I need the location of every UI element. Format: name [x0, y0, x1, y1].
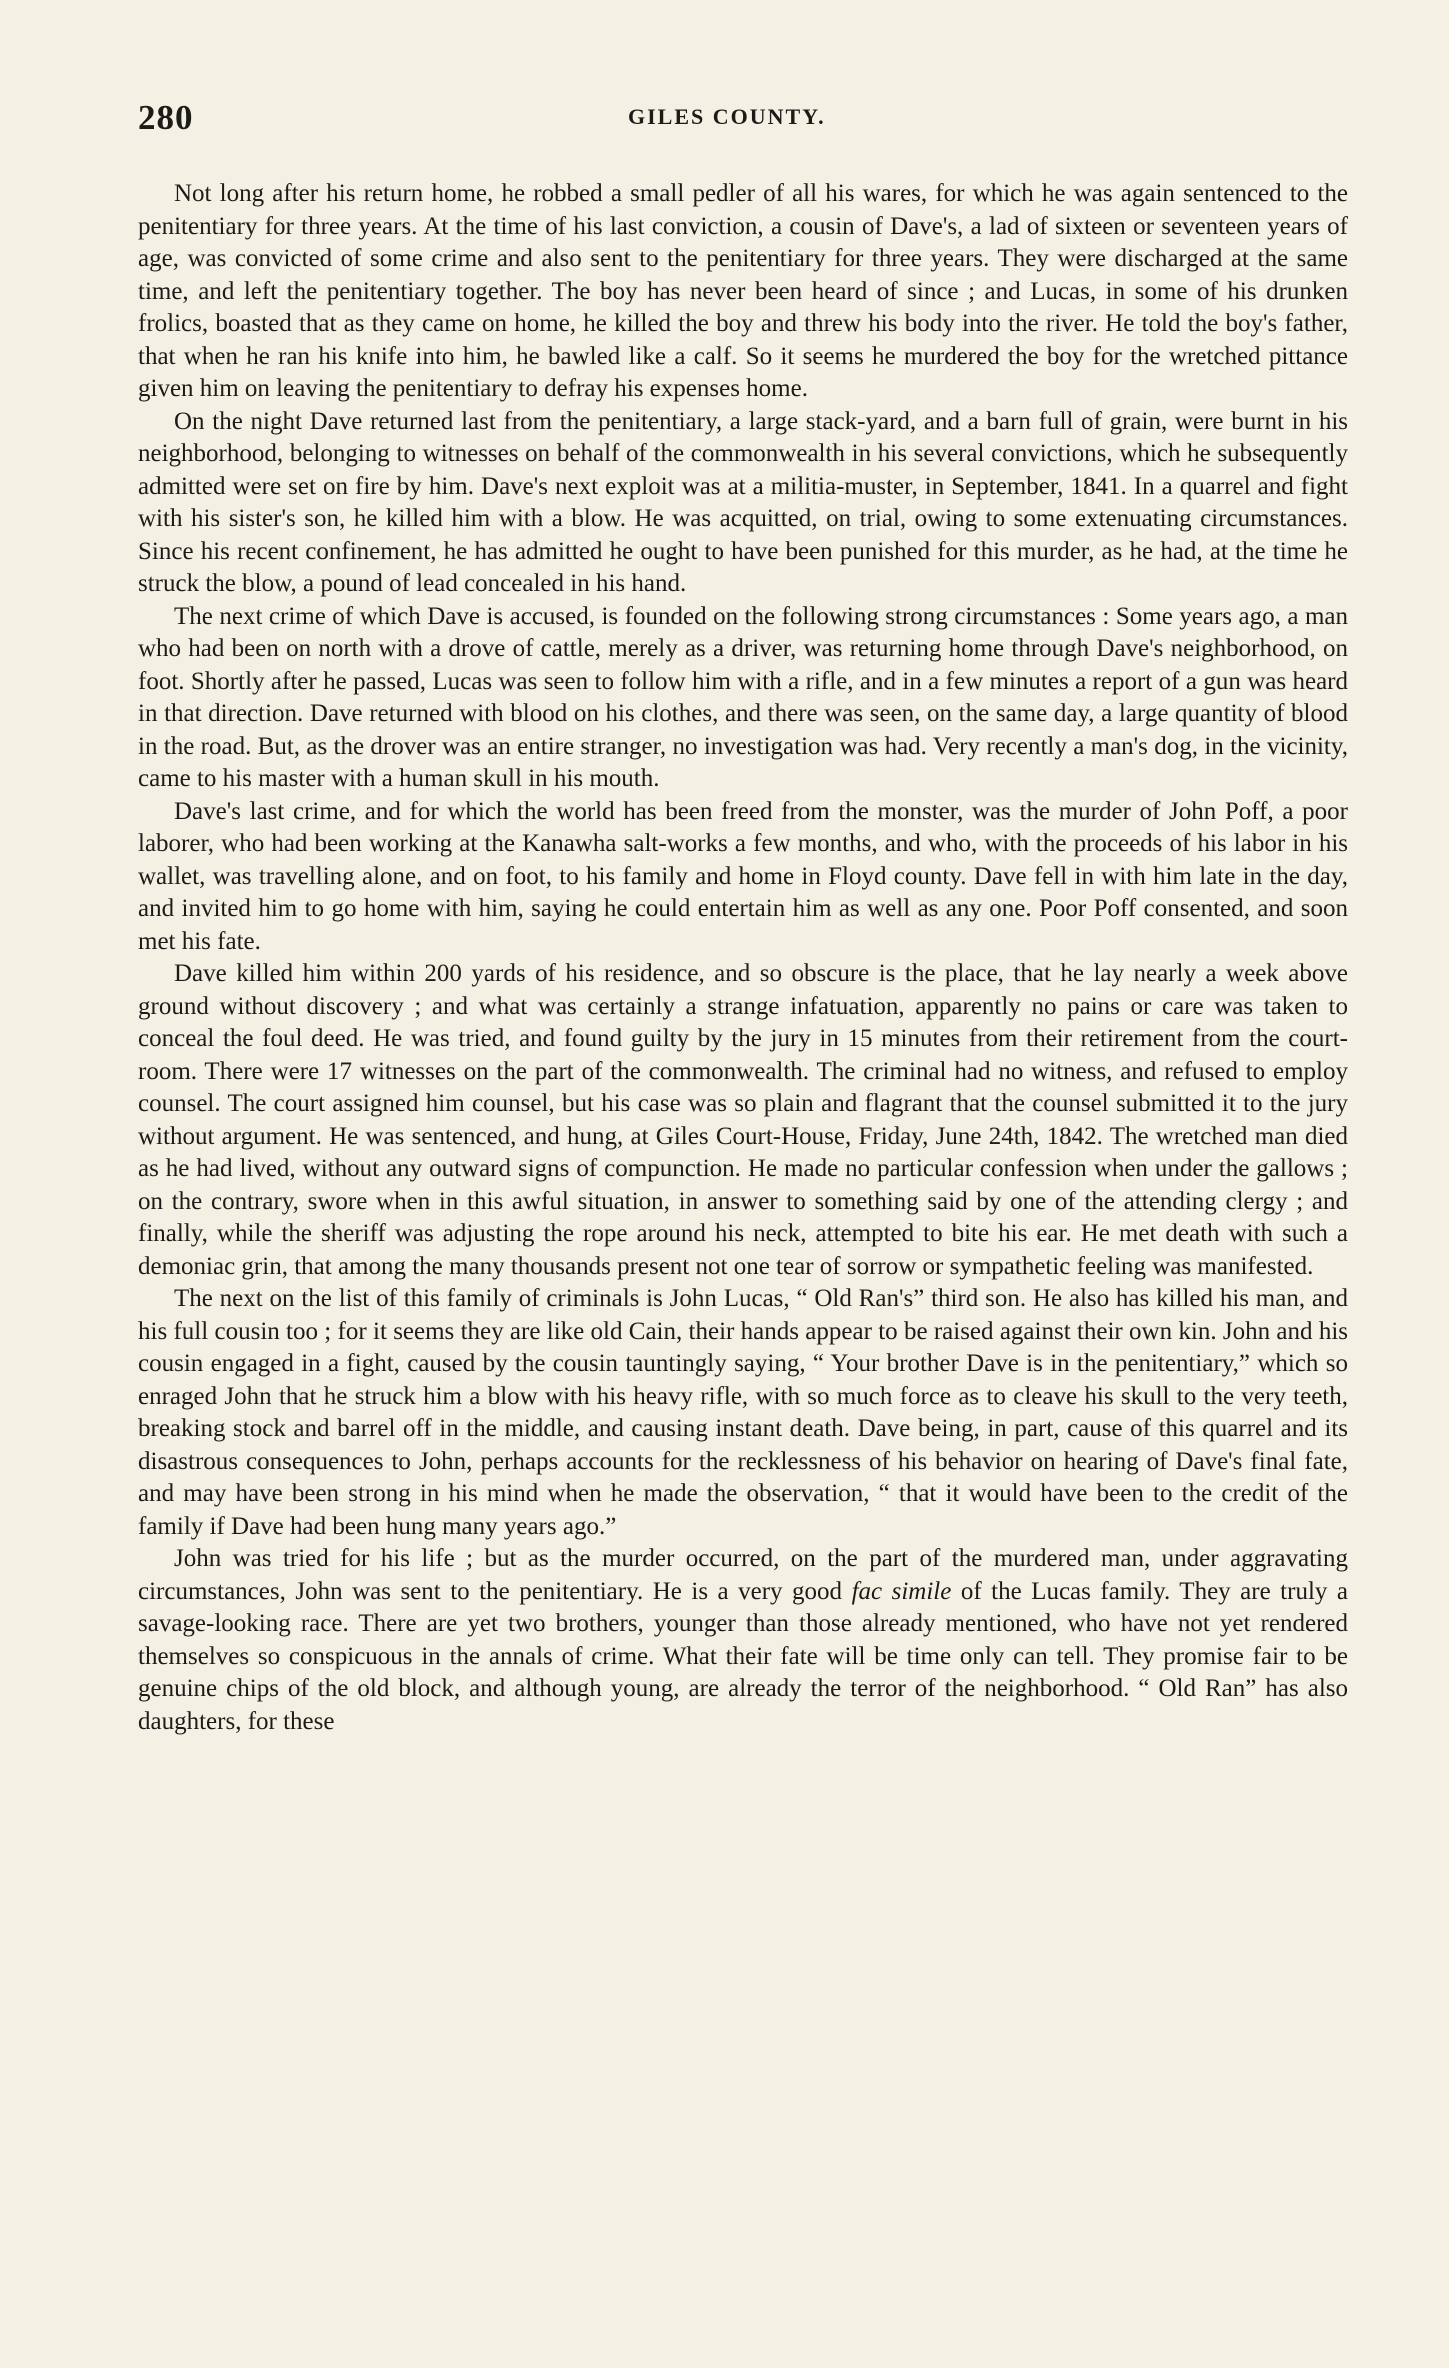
- paragraph: [138, 1543, 1348, 1738]
- paragraph-text: of the Lucas family. They are truly a savage-looking race. There are yet two brothers, younger than those already mentioned, who have not yet rendered themselves so conspicuous in the annals of crime. What their fate will be time only can tell. They promise fair to be genuine chips of the old block, and although young, are already the terror of the neighborhood. “ Old Ran” has also daughters, for these: [138, 1577, 1348, 1735]
- running-title: GILES COUNTY.: [628, 104, 826, 129]
- page-number: 280: [138, 98, 194, 137]
- paragraph: Dave's last crime, and for which the world has been freed from the monster, was the murder of John Poff, a poor laborer, who had been working at the Kanawha salt-works a few months, and who, with the proceeds of his labor in his wallet, was travelling alone, and on foot, to his family and home in Floyd county. Dave fell in with him late in the day, and invited him to go home with him, saying he could entertain him as well as any one. Poor Poff consented, and soon met his fate.: [138, 797, 1348, 955]
- paragraph: Not long after his return home, he robbed a small pedler of all his wares, for which he was again sentenced to the penitentiary for three years. At the time of his last conviction, a cousin of Dave's, a lad of sixteen or seventeen years of age, was convicted of some crime and also sent to the penitentiary for three years. They were discharged at the same time, and left the penitentiary together. The boy has never been heard of since ; and Lucas, in some of his drunken frolics, boasted that as they came on home, he killed the boy and threw his body into the river. He told the boy's father, that when he ran his knife into him, he bawled like a calf. So it seems he murdered the boy for the wretched pittance given him on leaving the penitentiary to defray his expenses home.: [138, 180, 1348, 402]
- paragraph: The next crime of which Dave is accused, is founded on the following strong circumstances : Some years ago, a man who had been on north with a drove of cattle, merely as a driver, was returning home through Dave's neighborhood, on foot. Shortly after he passed, Lucas was seen to follow him with a rifle, and in a few minutes a report of a gun was heard in that direction. Dave returned with blood on his clothes, and there was seen, on the same day, a large quantity of blood in the road. But, as the drover was an entire stranger, no investigation was had. Very recently a man's dog, in the vicinity, came to his master with a human skull in his mouth.: [138, 602, 1348, 792]
- paragraph: On the night Dave returned last from the penitentiary, a large stack-yard, and a barn full of grain, were burnt in his neighborhood, belonging to witnesses on behalf of the commonwealth in his several convictions, which he subsequently admitted were set on fire by him. Dave's next exploit was at a militia-muster, in September, 1841. In a quarrel and fight with his sister's son, he killed him with a blow. He was acquitted, on trial, owing to some extenuating circumstances. Since his recent confinement, he has admitted he ought to have been punished for this murder, as he had, at the time he struck the blow, a pound of lead concealed in his hand.: [138, 407, 1348, 597]
- italic-phrase: fac simile: [851, 1577, 952, 1605]
- body-text: [138, 178, 1348, 1738]
- paragraph: Dave killed him within 200 yards of his residence, and so obscure is the place, that he lay nearly a week above ground without discovery ; and what was certainly a strange infatuation, apparently no pains or care was taken to conceal the foul deed. He was tried, and found guilty by the jury in 15 minutes from their retirement from the court-room. There were 17 witnesses on the part of the commonwealth. The criminal had no witness, and refused to employ counsel. The court assigned him counsel, but his case was so plain and flagrant that the counsel submitted it to the jury without argument. He was sentenced, and hung, at Giles Court-House, Friday, June 24th, 1842. The wretched man died as he had lived, without any outward signs of compunction. He made no particular confession when under the gallows ; on the contrary, swore when in this awful situation, in answer to something said by one of the attending clergy ; and finally, while the sheriff was adjusting the rope around his neck, attempted to bite his ear. He met death with such a demoniac grin, that among the many thousands present not one tear of sorrow or sympathetic feeling was manifested.: [138, 960, 1348, 1280]
- paragraph: The next on the list of this family of criminals is John Lucas, “ Old Ran's” third son. He also has killed his man, and his full cousin too ; for it seems they are like old Cain, their hands appear to be raised against their own kin. John and his cousin engaged in a fight, caused by the cousin tauntingly saying, “ Your brother Dave is in the penitentiary,” which so enraged John that he struck him a blow with his heavy rifle, with so much force as to cleave his skull to the very teeth, breaking stock and barrel off in the middle, and causing instant death. Dave being, in part, cause of this quarrel and its disastrous consequences to John, perhaps accounts for the recklessness of his behavior on hearing of Dave's final fate, and may have been strong in his mind when he made the observation, “ that it would have been to the credit of the family if Dave had been hung many years ago.”: [138, 1285, 1348, 1540]
- paragraph-text: John was tried for his life ; but as the murder occurred, on the part of the murdered man, under aggravating circumstances, John was sent to the penitentiary. He is a very good: [138, 1545, 1348, 1605]
- running-head: [138, 98, 1348, 142]
